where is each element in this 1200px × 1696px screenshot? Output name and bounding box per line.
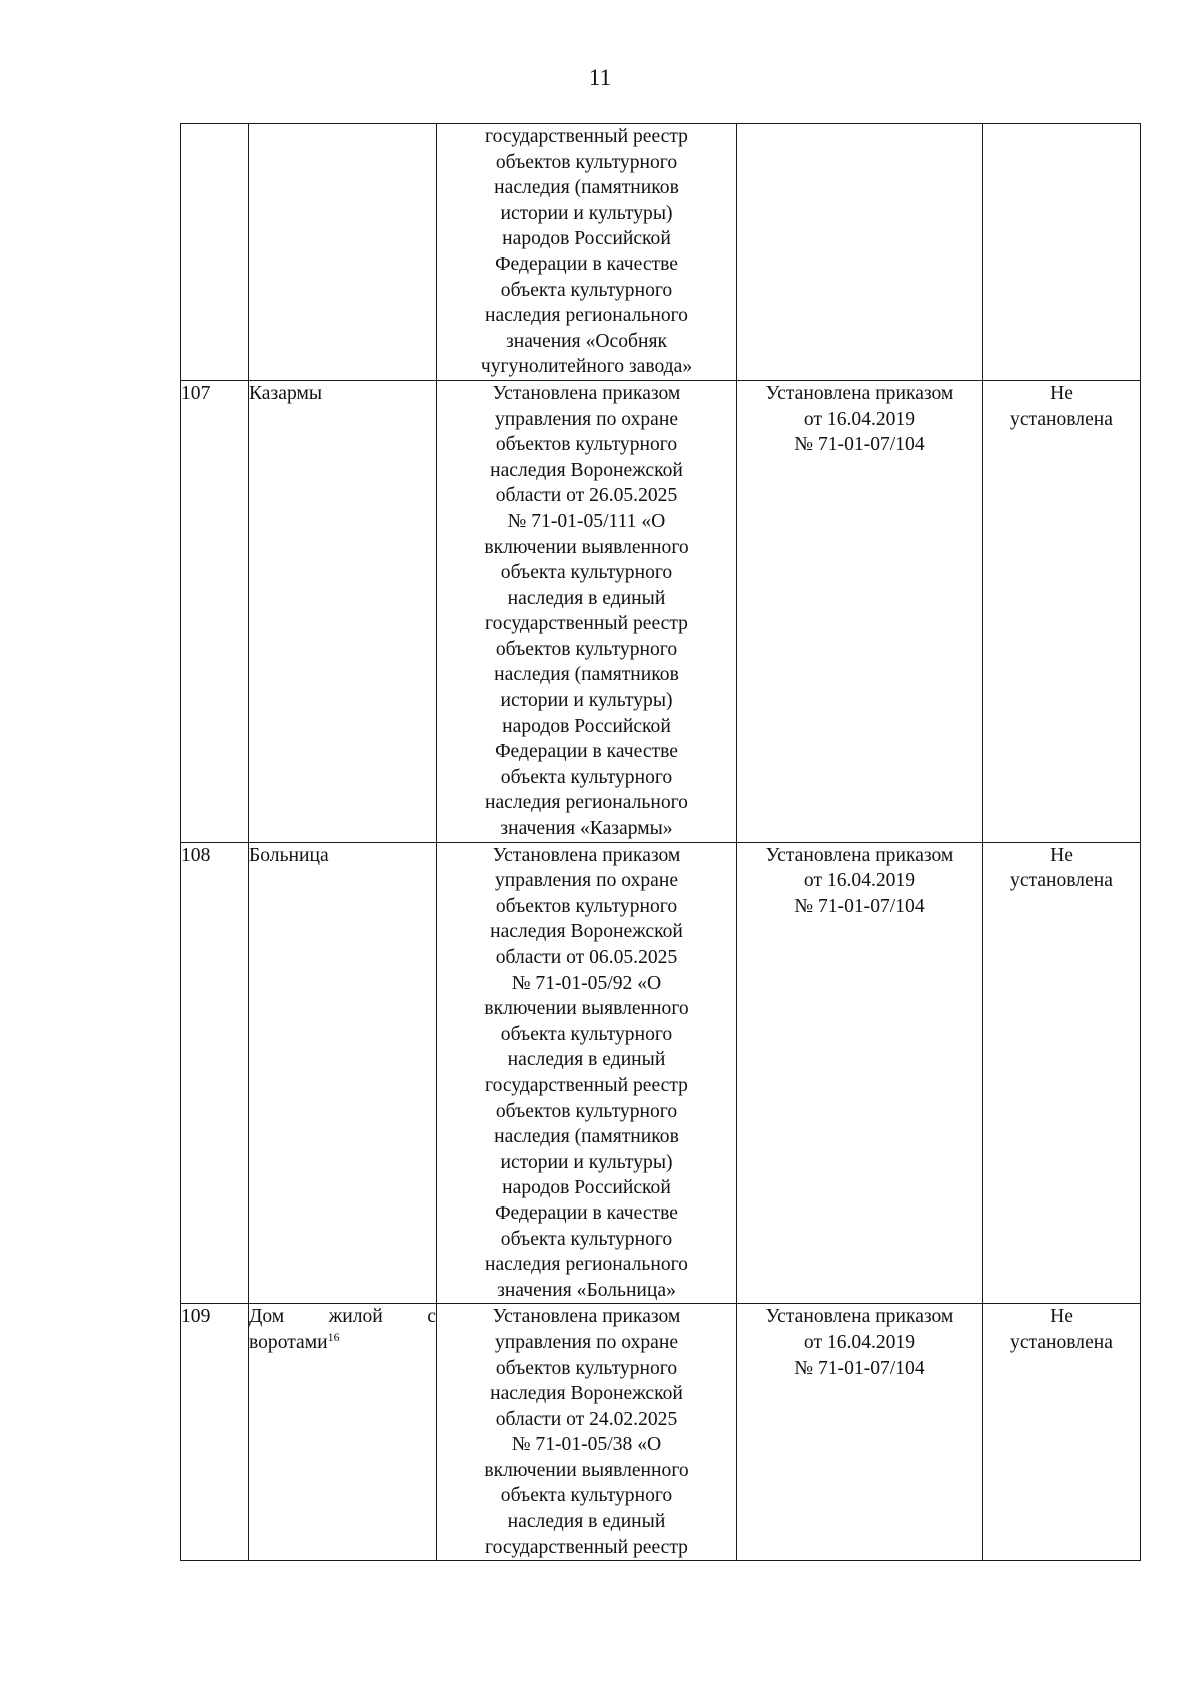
cell-text-line: № 71-01-05/92 «О — [511, 972, 662, 994]
cell-text-line: управления по охране — [494, 870, 679, 892]
cell-text-line: Установлена приказом — [492, 844, 681, 866]
inclusion-act-cell — [437, 1304, 737, 1561]
cell-text-line: Установлена приказом — [765, 844, 954, 866]
cell-text-line: чугунолитейного завода» — [480, 356, 693, 378]
cell-text-line: управления по охране — [494, 1331, 679, 1353]
object-name-line: Дом жилой с — [249, 1306, 436, 1328]
cell-text-line: включении выявленного — [484, 998, 689, 1020]
cell-text-line: области от 06.05.2025 — [495, 947, 678, 968]
cell-text-line: наследия в единый — [507, 1511, 666, 1533]
cell-text-line: народов Российской — [502, 715, 671, 737]
register-table-body — [181, 124, 1141, 1561]
cell-text-line: установлена — [1010, 408, 1113, 430]
cell-text-line: объекта культурного — [500, 279, 673, 301]
cell-text-line: государственный реестр — [485, 126, 688, 147]
cell-text-line: государственный реестр — [485, 1074, 688, 1096]
cell-text-line: области от 24.02.2025 — [495, 1408, 678, 1430]
object-name-cell — [249, 124, 437, 381]
register-table — [180, 123, 1141, 1561]
protection-zone-cell — [983, 842, 1141, 1304]
cell-text-line: истории и культуры) — [500, 1151, 673, 1173]
cell-text-line: народов Российской — [502, 228, 671, 250]
cell-text-line: объектов культурного — [495, 638, 678, 660]
cell-text-line: истории и культуры) — [500, 690, 673, 712]
protection-zone-cell — [983, 1304, 1141, 1561]
cell-text-line: объекта культурного — [500, 1023, 673, 1045]
cell-text-line: установлена — [1010, 870, 1113, 892]
inclusion-act-cell — [437, 842, 737, 1304]
cell-text-line: объектов культурного — [495, 151, 678, 173]
cell-text-line: включении выявленного — [484, 1459, 689, 1481]
cell-text-line: № 71-01-07/104 — [794, 434, 925, 456]
cell-text-line: наследия Воронежской — [490, 921, 683, 943]
cell-text-line: народов Российской — [502, 1177, 671, 1199]
table-row — [181, 124, 1141, 381]
cell-text-line: от 16.04.2019 — [803, 408, 916, 430]
cell-text-line: наследия регионального — [485, 305, 688, 327]
cell-text-line: объектов культурного — [495, 1100, 678, 1122]
cell-text-line: наследия Воронежской — [490, 459, 683, 481]
cell-text-line: объекта культурного — [500, 766, 673, 788]
cell-text-line: значения «Казармы» — [500, 818, 673, 840]
cell-text-line: № 71-01-05/38 «О — [511, 1434, 662, 1456]
cell-text-line: наследия регионального — [485, 792, 688, 814]
boundaries-cell — [737, 842, 983, 1304]
cell-text-line: № 71-01-07/104 — [794, 895, 925, 917]
cell-text-line: государственный реестр — [485, 613, 688, 635]
cell-text-line: Федерации в качестве — [495, 1202, 678, 1224]
table-row — [181, 380, 1141, 842]
table-row — [181, 842, 1141, 1304]
table-row — [181, 1304, 1141, 1561]
object-name-cell: Казармы — [249, 380, 437, 842]
cell-text-line: наследия в единый — [507, 1049, 666, 1071]
cell-text-line: № 71-01-05/111 «О — [507, 510, 666, 532]
cell-text-line: объекта культурного — [500, 562, 673, 584]
object-name-line — [249, 1330, 436, 1356]
cell-text-line: значения «Больница» — [497, 1279, 676, 1301]
cell-text-line: Установлена приказом — [492, 1306, 681, 1328]
row-number-cell: 108 — [181, 842, 249, 1304]
inclusion-act-cell — [437, 124, 737, 381]
cell-text-line: истории и культуры) — [500, 202, 673, 224]
cell-text-line: Не — [1050, 1306, 1073, 1328]
cell-text-line: наследия (памятников — [494, 177, 679, 199]
object-name-text: воротами — [249, 1331, 328, 1353]
boundaries-cell — [737, 380, 983, 842]
cell-text-line: наследия регионального — [485, 1254, 688, 1276]
cell-text-line: объектов культурного — [495, 1357, 678, 1379]
cell-text-line: Установлена приказом — [765, 382, 954, 404]
cell-text-line: значения «Особняк — [506, 330, 667, 352]
cell-text-line: государственный реестр — [485, 1536, 688, 1558]
cell-text-line: объектов культурного — [495, 434, 678, 456]
boundaries-cell — [737, 1304, 983, 1561]
cell-text-line: Установлена приказом — [492, 382, 681, 404]
protection-zone-cell — [983, 380, 1141, 842]
cell-text-line: установлена — [1010, 1331, 1113, 1353]
cell-text-line: наследия (памятников — [494, 1126, 679, 1148]
cell-text-line: Установлена приказом — [765, 1306, 954, 1328]
cell-text-line: от 16.04.2019 — [803, 1331, 916, 1353]
cell-text-line: объектов культурного — [495, 895, 678, 917]
page-number: 11 — [588, 65, 612, 90]
cell-text-line: объекта культурного — [500, 1485, 673, 1507]
footnote-marker: 16 — [327, 1329, 340, 1344]
row-number-cell — [181, 124, 249, 381]
row-number-cell: 109 — [181, 1304, 249, 1561]
cell-text-line: № 71-01-07/104 — [794, 1357, 925, 1379]
protection-zone-cell — [983, 124, 1141, 381]
row-number-cell: 107 — [181, 380, 249, 842]
cell-text-line: области от 26.05.2025 — [495, 485, 678, 507]
cell-text-line: от 16.04.2019 — [803, 870, 916, 892]
cell-text-line: Федерации в качестве — [495, 253, 678, 275]
cell-text-line: наследия Воронежской — [490, 1383, 683, 1405]
boundaries-cell — [737, 124, 983, 381]
inclusion-act-cell — [437, 380, 737, 842]
cell-text-line: Не — [1050, 382, 1073, 404]
cell-text-line: Федерации в качестве — [495, 741, 678, 763]
object-name-cell — [249, 1304, 437, 1561]
cell-text-line: объекта культурного — [500, 1228, 673, 1250]
cell-text-line: наследия в единый — [507, 587, 666, 609]
cell-text-line: включении выявленного — [484, 536, 689, 558]
object-name-cell: Больница — [249, 842, 437, 1304]
cell-text-line: Не — [1050, 844, 1073, 866]
cell-text-line: наследия (памятников — [494, 664, 679, 686]
cell-text-line: управления по охране — [494, 408, 679, 430]
